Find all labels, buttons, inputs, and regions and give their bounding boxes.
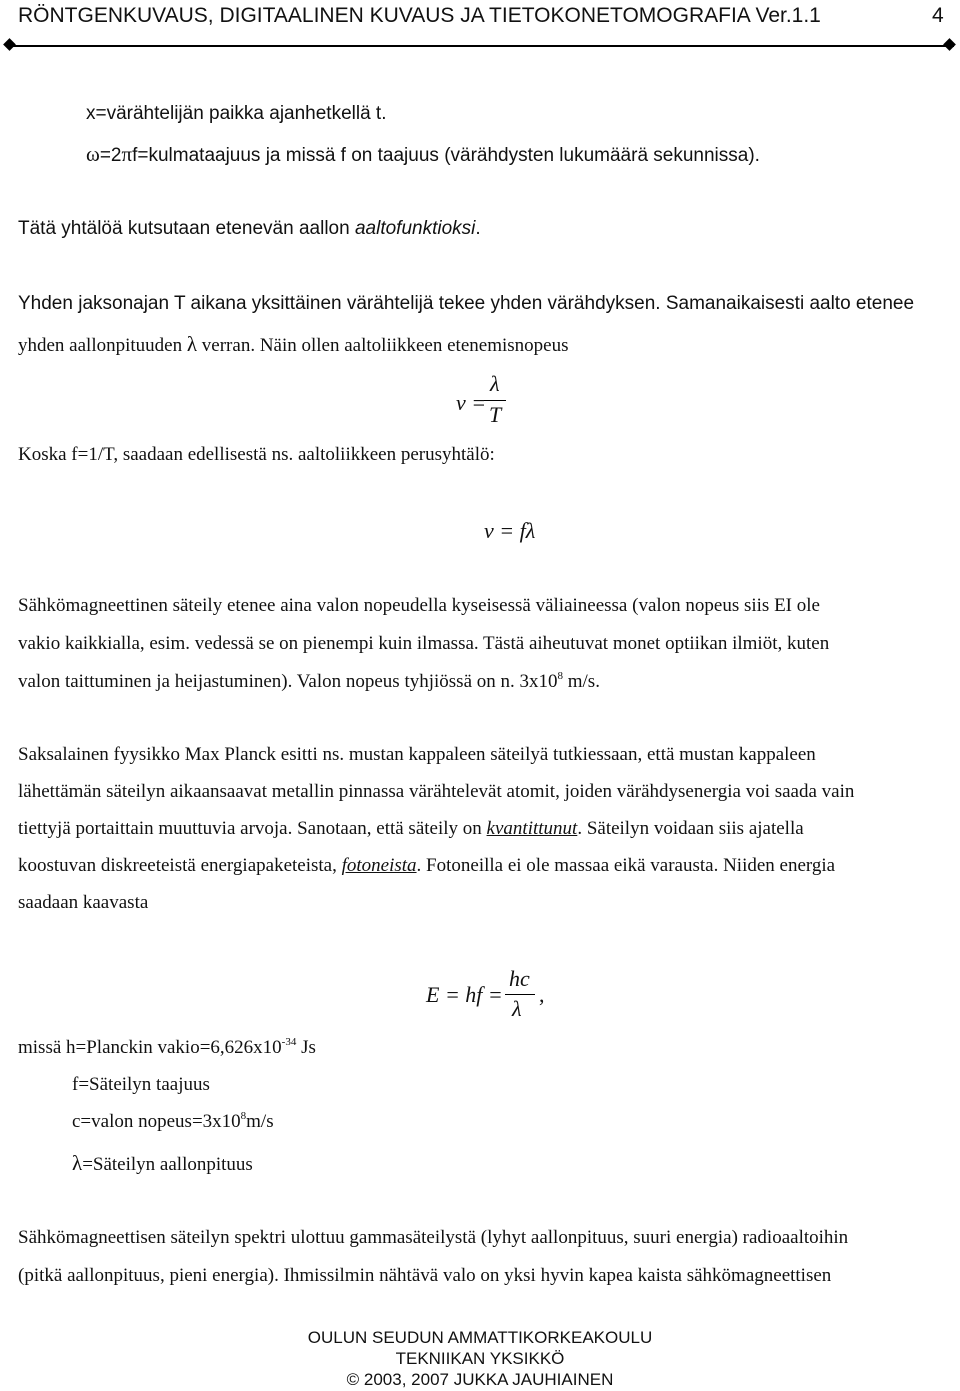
light-speed-text-a: valon taittuminen ja heijastuminen). Valon nopeus tyhjiössä on n. 3x10: [18, 671, 558, 692]
planck-text-a: missä h=Planckin vakio=6,626x10: [18, 1037, 282, 1058]
wavefunction-text: Tätä yhtälöä kutsutaan etenevän aallon: [18, 218, 355, 239]
photon-text-b: . Fotoneilla ei ole massaa eikä varausta. Niiden energia: [416, 855, 836, 876]
omega-symbol: ω: [86, 142, 100, 166]
line-basic-equation-intro: Koska f=1/T, saadaan edellisestä ns. aaltoliikkeen perusyhtälö:: [18, 444, 495, 465]
eq3-fraction-bar: [505, 994, 535, 995]
quantized-text-a: tiettyjä portaittain muuttuvia arvoja. Sanotaan, että säteily on: [18, 818, 487, 839]
quantized-text-b: . Säteilyn voidaan siis ajatella: [577, 818, 804, 839]
omega-def-part-b: f=kulmataajuus ja missä f on taajuus (värähdysten lukumäärä sekunnissa).: [132, 145, 760, 166]
planck-exponent: -34: [281, 1036, 297, 1048]
wavefunction-end: .: [475, 218, 481, 239]
footer-copyright: © 2003, 2007 JUKKA JAUHIAINEN: [346, 1370, 614, 1389]
planck-text-b: Js: [296, 1037, 316, 1058]
c-exponent: 8: [240, 1110, 247, 1122]
para-em-line-1: Sähkömagneettinen säteily etenee aina valon nopeudella kyseisessä väliaineessa (valon nopeus siis EI ole: [18, 595, 820, 616]
document-header-title: RÖNTGENKUVAUS, DIGITAALINEN KUVAUS JA TIETOKONETOMOGRAFIA Ver.1.1: [18, 4, 821, 27]
eq3-numerator: hc: [509, 966, 530, 991]
header-rule: [10, 45, 954, 47]
para-planck-line-3: [18, 818, 804, 840]
lambda-symbol: λ: [186, 332, 198, 356]
def-planck-constant: [18, 1037, 316, 1059]
eq1-numerator: λ: [490, 371, 500, 396]
line-period: Yhden jaksonajan T aikana yksittäinen värähtelijä tekee yhden värähdyksen. Samanaikaisesti aalto etenee: [18, 293, 915, 314]
para-spectrum-line-1: Sähkömagneettisen säteilyn spektri ulottuu gammasäteilystä (lyhyt aallonpituus, suuri energia) radioaaltoihin: [18, 1227, 849, 1248]
c-text-b: m/s: [246, 1111, 274, 1132]
eq1-fraction-bar: [484, 400, 506, 401]
para-spectrum-line-2: (pitkä aallonpituus, pieni energia). Ihmissilmin nähtävä valo on yksi hyvin kapea kaista sähkömagneettisen: [18, 1265, 832, 1286]
header-rule-diamond-right: [943, 38, 956, 51]
wavelength-text-a: yhden aallonpituuden: [18, 335, 187, 356]
lambda-def-text: =Säteilyn aallonpituus: [82, 1154, 253, 1175]
para-em-line-3: [18, 671, 600, 693]
pi-symbol: π: [121, 142, 133, 166]
header-rule-diamond-left: [3, 38, 16, 51]
lambda-def-symbol: λ: [72, 1151, 83, 1175]
eq3-denominator: λ: [512, 996, 522, 1021]
def-light-speed: [72, 1111, 274, 1133]
line-omega-definition: [86, 142, 760, 167]
para-planck-line-5: saadaan kaavasta: [18, 892, 149, 913]
eq1-lhs: v =: [456, 390, 487, 415]
line-x-definition: x=värähtelijän paikka ajanhetkellä t.: [86, 103, 387, 124]
light-speed-text-b: m/s.: [563, 671, 600, 692]
def-wavelength: [72, 1151, 253, 1176]
para-planck-line-2: lähettämän säteilyn aikaansaavat metallin pinnassa värähtelevät atomit, joiden värähdysenergia voi saada vain: [18, 781, 855, 802]
wavefunction-term: aaltofunktioksi: [354, 218, 476, 239]
photon-term: fotoneista: [341, 855, 417, 876]
omega-def-part-a: =2: [99, 145, 122, 166]
eq3-lhs: E = hf =: [426, 982, 503, 1007]
c-text-a: c=valon nopeus=3x10: [72, 1111, 241, 1132]
eq1-denominator: T: [489, 402, 502, 427]
page-number: 4: [932, 4, 944, 27]
eq3-comma: ,: [539, 982, 545, 1007]
para-planck-line-4: [18, 855, 835, 877]
def-frequency: f=Säteilyn taajuus: [72, 1074, 210, 1095]
eq2-wave-equation: v = fλ: [484, 518, 536, 543]
footer-school: OULUN SEUDUN AMMATTIKORKEAKOULU: [307, 1328, 653, 1347]
para-planck-line-1: Saksalainen fyysikko Max Planck esitti ns. mustan kappaleen säteilyä tutkiessaan, että mustan kappaleen: [18, 744, 816, 765]
light-speed-exponent: 8: [557, 670, 563, 682]
quantized-term: kvantittunut: [486, 818, 578, 839]
line-wavefunction: [18, 218, 481, 240]
photon-text-a: koostuvan diskreeteistä energiapaketeista,: [18, 855, 342, 876]
wavelength-text-b: verran. Näin ollen aaltoliikkeen etenemisnopeus: [197, 335, 569, 356]
footer-unit: TEKNIIKAN YKSIKKÖ: [395, 1349, 565, 1368]
line-wavelength: [18, 332, 568, 357]
para-em-line-2: vakio kaikkialla, esim. vedessä se on pienempi kuin ilmassa. Tästä aiheutuvat monet optiikan ilmiöt, kuten: [18, 633, 830, 654]
